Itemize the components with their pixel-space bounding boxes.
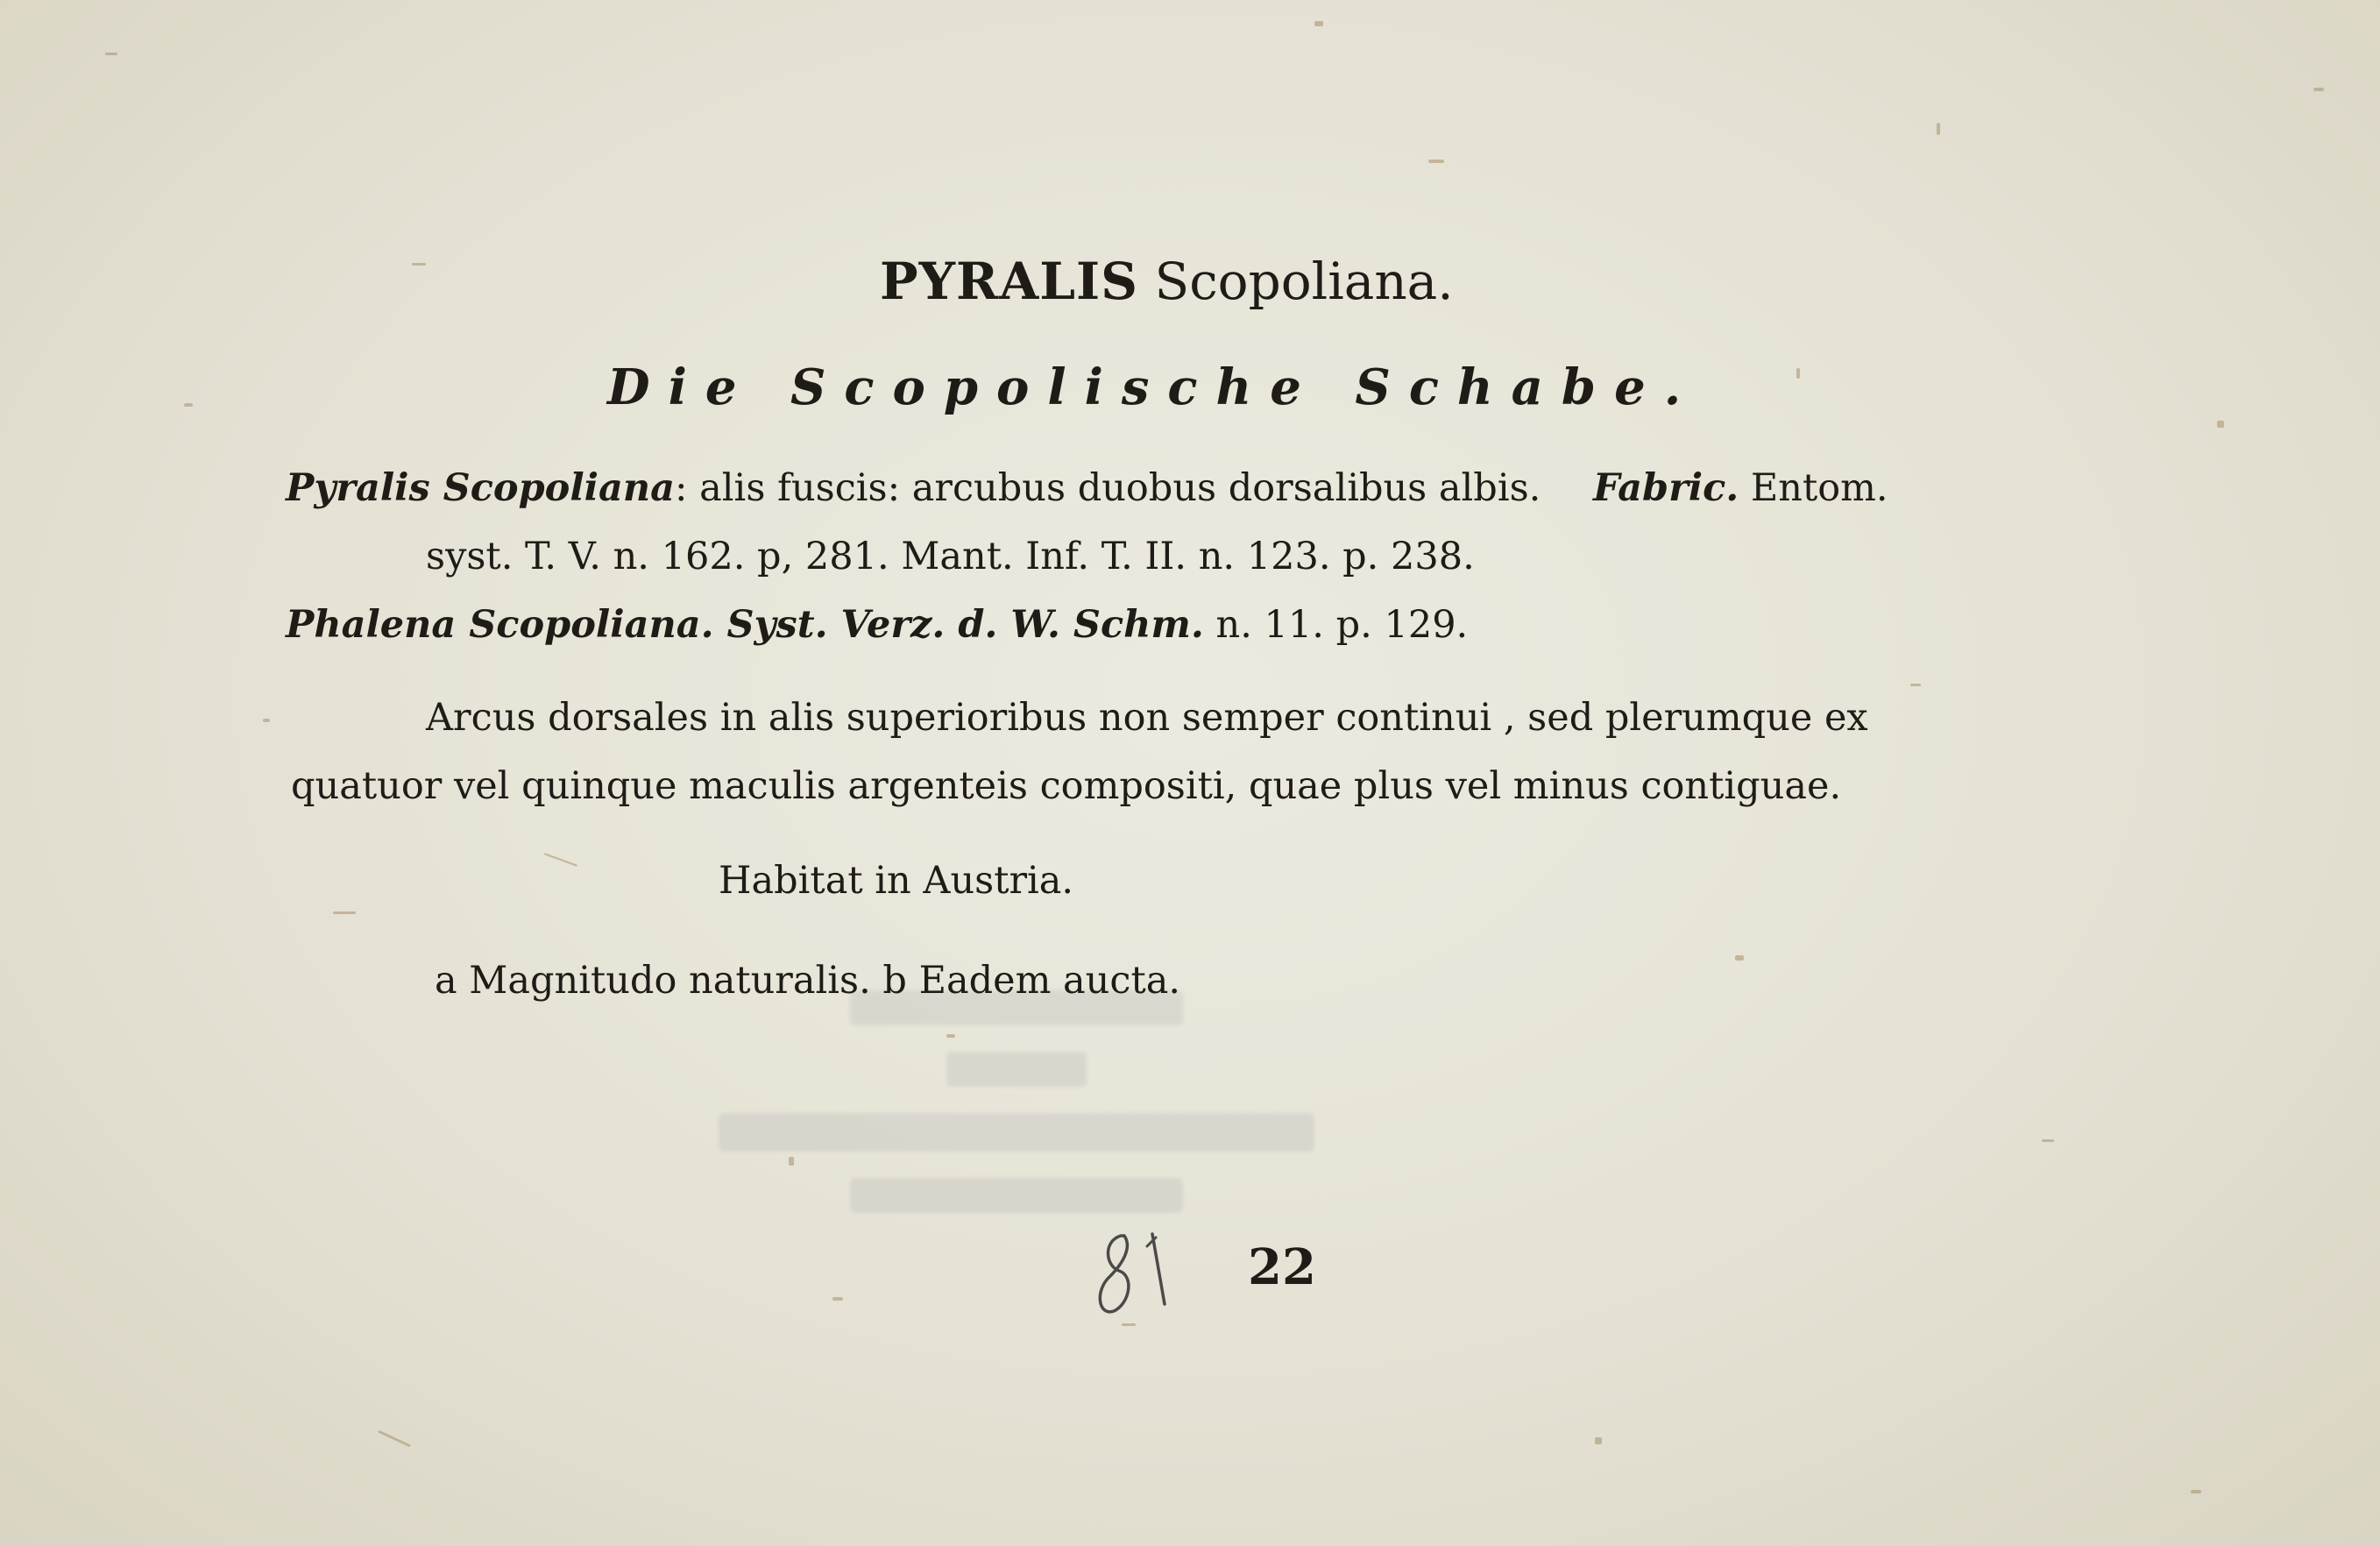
synonymy-ref-work: Entom. <box>1750 466 1888 510</box>
paper-speck <box>1314 21 1323 26</box>
synonymy-line-3 <box>286 603 1469 647</box>
paper-speck <box>2042 1139 2054 1142</box>
paper-speck <box>2217 421 2224 428</box>
synonymy-line-2: syst. T. V. n. 162. p, 281. Mant. Inf. T. II. n. 123. p. 238. <box>426 535 1475 578</box>
paper-speck <box>412 263 426 266</box>
page-number: 22 <box>1248 1238 1316 1296</box>
description-line-1: Arcus dorsales in alis superioribus non semper continui , sed plerumque ex <box>426 696 1868 740</box>
paper-speck <box>333 911 356 914</box>
show-through-stamp <box>701 973 1332 1236</box>
synonymy-line-1 <box>286 466 1888 510</box>
synonymy-name-1: Pyralis Scopoliana <box>286 466 676 510</box>
title-species: Scopoliana. <box>1154 252 1454 311</box>
paper-speck <box>378 1430 411 1448</box>
page-title <box>880 252 1454 311</box>
habitat-line: Habitat in Austria. <box>719 859 1074 903</box>
paper-speck <box>1910 684 1921 686</box>
paper-speck <box>1735 955 1744 961</box>
paper-speck <box>2313 88 2324 91</box>
synonymy-diagnosis: : alis fuscis: arcubus duobus dorsalibus albis. <box>675 466 1541 510</box>
paper-speck <box>184 403 193 407</box>
description-line-2: quatuor vel quinque maculis argenteis compositi, quae plus vel minus contiguae. <box>291 764 1842 808</box>
paper-speck <box>105 53 117 55</box>
title-genus: PYRALIS <box>880 252 1139 311</box>
paper-speck <box>1428 160 1444 163</box>
handwritten-number <box>1091 1220 1179 1325</box>
paper-speck <box>263 719 270 722</box>
page-subtitle: Die Scopolische Schabe. <box>607 358 1700 416</box>
synonymy-ref-2: n. 11. p. 129. <box>1215 603 1469 647</box>
paper-speck <box>832 1297 843 1301</box>
figure-legend: a Magnitudo naturalis. b Eadem aucta. <box>435 959 1181 1003</box>
paper-speck <box>1796 368 1800 379</box>
synonymy-name-2: Phalena Scopoliana. Syst. Verz. d. W. Schm. <box>286 603 1204 647</box>
paper-speck <box>1595 1437 1602 1444</box>
synonymy-ref-author: Fabric. <box>1592 466 1739 510</box>
paper-speck <box>2191 1490 2201 1493</box>
paper-speck <box>1937 123 1940 135</box>
paper-speck <box>544 853 577 867</box>
